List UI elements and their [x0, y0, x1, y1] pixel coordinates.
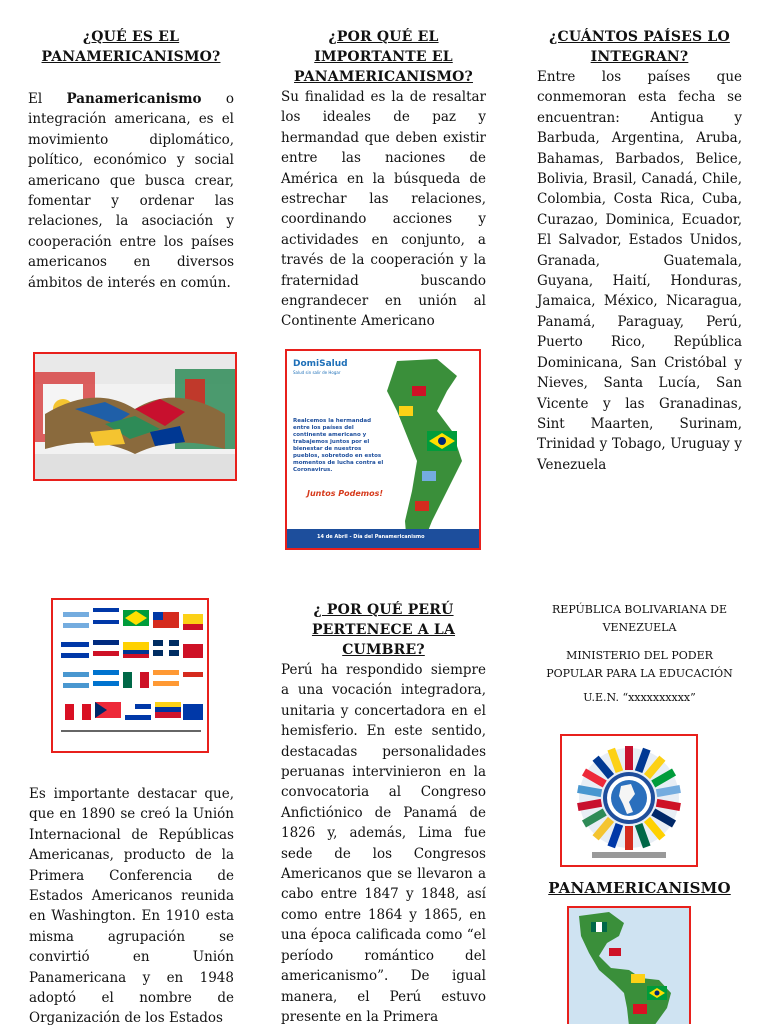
section-paragraph: Es importante destacar que, que en 1890 se creó la Unión Internacional de Repúblicas Americanas, producto de la Primera Conferencia de Estados Americanos reunida en Washington. En 1910 esta misma agrupación se convirtió en Unión Panamericana y en 1948 adoptó el nombre de Organización de los Estados [29, 786, 234, 1027]
oas-emblem-image [560, 734, 698, 867]
poster-slogan: Juntos Podemos! [307, 489, 383, 498]
flags-image [51, 598, 209, 753]
poster-footer: 14 de Abril - Día del Panamericanismo [317, 534, 425, 540]
cover-ministry: MINISTERIO DEL PODER POPULAR PARA LA EDUCACIÓN [546, 649, 733, 680]
section-title: ¿QUÉ ES EL PANAMERICANISMO? [41, 29, 221, 65]
section-paragraph: El Panamericanismo o integración americana, es el movimiento diplomático, político, económico y social americano que busca crear, fomentar y ordenar las relaciones, la asociación y cooperación entre los países americanos en diversos ámbitos de interés en común. [28, 91, 234, 291]
bold-term: Panamericanismo [66, 91, 202, 107]
cover-title: PANAMERICANISMO [548, 879, 731, 897]
section-title: ¿CUÁNTOS PAÍSES LO INTEGRAN? [549, 29, 730, 65]
section-title: ¿POR QUÉ EL IMPORTANTE EL PANAMERICANISMO? [294, 29, 473, 85]
domisalud-poster [285, 349, 481, 550]
cover-school: U.E.N. “xxxxxxxxxx” [583, 691, 696, 704]
section-cuantos-paises [537, 27, 742, 475]
cover-header [537, 601, 742, 707]
section-title: ¿ POR QUÉ PERÚ PERTENECE A LA CUMBRE? [311, 602, 456, 658]
brand-subtitle: Salud sin salir de Hogar [293, 370, 341, 375]
cover-republic: REPÚBLICA BOLIVARIANA DE VENEZUELA [552, 603, 727, 634]
section-peru [281, 600, 486, 1027]
section-paragraph: Entre los países que conmemoran esta fecha se encuentran: Antigua y Barbuda, Argentina, Aruba, Bahamas, Barbados, Belice, Bolivia, Brasil, Canadá, Chile, Colombia, Costa Rica, Cuba, Curazao, Dominica, Ecuador, El Salvador, Estados Unidos, Granada, Guatemala, Guyana, Haití, Honduras, Jamaica, México, Nicaragua, Panamá, Paraguay, Perú, Puerto Rico, República Dominicana, San Cristóbal y Nieves, Santa Lucía, San Vicente y las Granadinas, Sint Maarten, Surinam, Trinidad y Tobago, Uruguay y Venezuela [537, 69, 742, 473]
section-por-que-importante [281, 27, 486, 332]
cover-title-wrap [537, 878, 742, 898]
section-historia [29, 784, 234, 1029]
handshake-image [33, 352, 237, 481]
section-paragraph: Su finalidad es la de resaltar los ideales de paz y hermandad que deben existir entre las naciones de América en la búsqueda de estrechar las relaciones, coordinando acciones y actividades en conjunto, a través de la cooperación y la fraternidad buscando engrandecer en unión al Continente Americano [281, 89, 486, 330]
americas-map-image [567, 906, 691, 1024]
poster-message: Realcemos la hermandad entre los países del continente americano y trabajemos juntos por el bienestar de nuestros pueblos, sobretodo en estos momentos de lucha contra el Coronavirus. [293, 418, 384, 473]
section-que-es [28, 27, 234, 293]
section-paragraph: Perú ha respondido siempre a una vocación integradora, unitaria y concertadora en el hemisferio. En este sentido, destacadas personalidades peruanas intervinieron en la convocatoria al Congreso Anfictiónico de Panamá de 1826 y, además, Lima fue sede de los Congresos Americanos que se llevaron a cabo entre 1847 y 1848, así como entre 1864 y 1865, en una época calificada como “el período romántico del americanismo”. De igual manera, el Perú estuvo presente en la Primera [281, 662, 486, 1025]
brand-logo: DomiSalud [293, 359, 348, 369]
